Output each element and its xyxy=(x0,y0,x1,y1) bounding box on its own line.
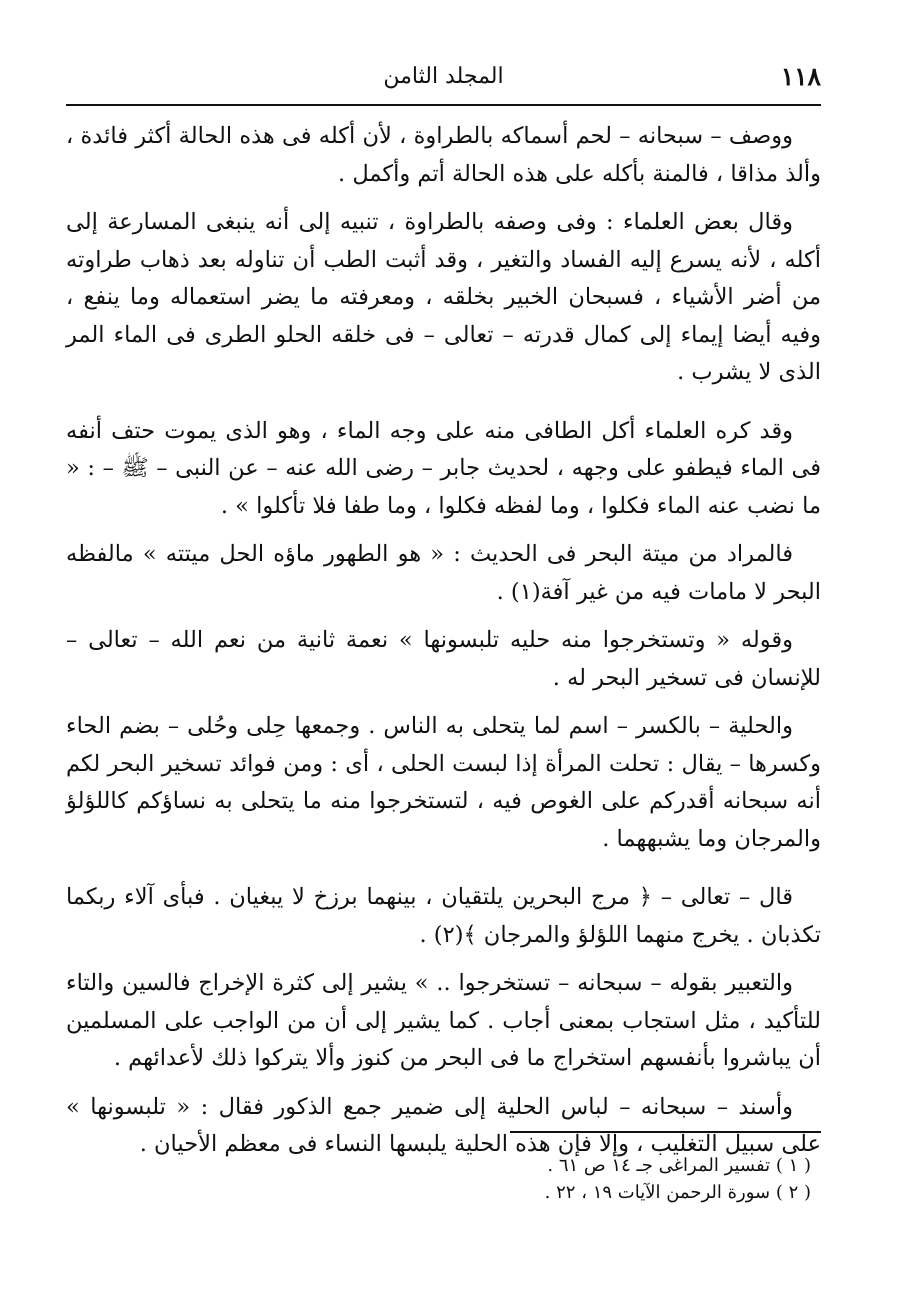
footnote-divider xyxy=(510,1131,821,1133)
paragraph: قال – تعالى – ﴿ مرج البحرين يلتقيان ، بينهما برزخ لا يبغيان . فبأى آلاء ربكما تكذبان . يخرج منهما اللؤلؤ والمرجان ﴾(٢) . xyxy=(66,884,821,948)
footnote-item: ( ٢ ) سورة الرحمن الآيات ١٩ ، ٢٢ . xyxy=(544,1182,811,1203)
paragraph: وقال بعض العلماء : وفى وصفه بالطراوة ، تنبيه إلى أنه ينبغى المسارعة إلى أكله ، لأنه يسرع إليه الفساد والتغير ، وقد أثبت الطب أن تناوله بعد ذهاب طراوته من أضر الأشياء ، فسبحان الخبير بخلقه ، ومعرفته ما يضر استعماله وما ينفع ، وفيه أيضا إيماء إلى كمال قدرته – تعالى – فى خلقه الحلو الطرى فى الماء المر الذى لا يشرب . xyxy=(66,209,821,385)
paragraph: ووصف – سبحانه – لحم أسماكه بالطراوة ، لأن أكله فى هذه الحالة أكثر فائدة ، وألذ مذاقا ، فالمنة بأكله على هذه الحالة أتم وأكمل . xyxy=(66,123,821,187)
paragraph: والتعبير بقوله – سبحانه – تستخرجوا .. » يشير إلى كثرة الإخراج فالسين والتاء للتأكيد ، مثل استجاب بمعنى أجاب . كما يشير إلى أن من الواجب على المسلمين أن يباشروا بأنفسهم استخراج ما فى البحر من كنوز وألا يتركوا ذلك لأعدائهم . xyxy=(66,970,821,1071)
header-divider xyxy=(66,104,821,106)
page-number: ١١٨ xyxy=(780,62,821,91)
footnotes xyxy=(300,1152,821,1206)
paragraph: وقوله « وتستخرجوا منه حليه تلبسونها » نعمة ثانية من نعم الله – تعالى – للإنسان فى تسخير البحر له . xyxy=(66,627,821,691)
footnote-item: ( ١ ) تفسير المراغى جـ ١٤ ص ٦١ . xyxy=(547,1155,811,1176)
paragraph: فالمراد من ميتة البحر فى الحديث : « هو الطهور ماؤه الحل ميتته » مالفظه البحر لا مامات فيه من غير آفة(١) . xyxy=(66,541,821,605)
paragraph: وأسند – سبحانه – لباس الحلية إلى ضمير جمع الذكور فقال : « تلبسونها » على سبيل التغليب ، وإلا فإن هذه الحلية يلبسها النساء فى معظم الأحيان . xyxy=(66,1093,821,1157)
paragraph: وقد كره العلماء أكل الطافى منه على وجه الماء ، وهو الذى يموت حتف أنفه فى الماء فيطفو على وجهه ، لحديث جابر – رضى الله عنه – عن النبى – ﷺ – : « ما نضب عنه الماء فكلوا ، وما لفظه فكلوا ، وما طفا فلا تأكلوا » . xyxy=(66,417,821,519)
page-header xyxy=(66,62,821,102)
paragraph: والحلية – بالكسر – اسم لما يتحلى به الناس . وجمعها حِلى وحُلى – بضم الحاء وكسرها – يقال : تحلت المرأة إذا لبست الحلى ، أى : ومن فوائد تسخير البحر لكم أنه سبحانه أقدركم على الغوص فيه ، لتستخرجوا منه ما يتحلى به نساؤكم كاللؤلؤ والمرجان وما يشبههما . xyxy=(66,713,821,852)
running-title: المجلد الثامن xyxy=(383,64,504,89)
main-text xyxy=(66,118,821,1164)
